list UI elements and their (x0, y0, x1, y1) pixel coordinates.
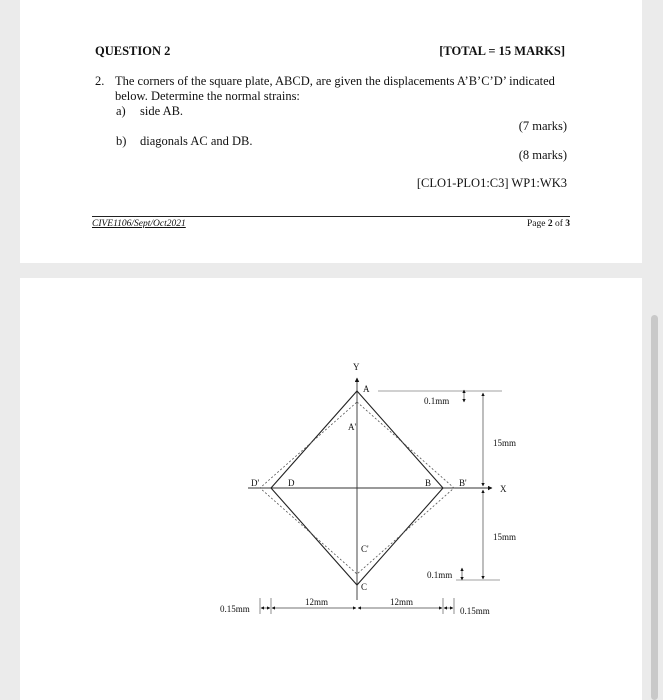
dim-bottom-disp: 0.1mm (427, 570, 453, 580)
label-c: C (361, 582, 368, 592)
question-title: QUESTION 2 (95, 44, 171, 58)
part-a-marks: (7 marks) (518, 119, 567, 133)
dim-right-disp: 0.15mm (460, 606, 490, 616)
dim-lower-half: 15mm (493, 532, 517, 542)
part-b-label: b) (116, 134, 127, 148)
label-b: B (425, 478, 432, 488)
part-b-text: diagonals AC and DB. (140, 134, 253, 148)
clo-reference: [CLO1-PLO1:C3] WP1:WK3 (416, 176, 567, 190)
page-current: 2 (547, 219, 553, 229)
label-d-prime: D' (251, 478, 260, 488)
dim-left-half: 12mm (305, 597, 329, 607)
dim-top-disp: 0.1mm (424, 396, 450, 406)
label-x: X (500, 484, 507, 494)
part-b-marks: (8 marks) (518, 148, 567, 162)
label-b-prime: B' (459, 478, 467, 488)
dim-right-half: 12mm (390, 597, 414, 607)
label-a-prime: A' (348, 422, 357, 432)
question-statement: The corners of the square plate, ABCD, are given the displacements A’B’C’D’ indicated below. Determine the normal strains: (115, 74, 555, 103)
page-total: 3 (565, 219, 570, 229)
label-c-prime: C' (361, 544, 369, 554)
part-a-label: a) (116, 104, 126, 118)
footer-course-code: CIVE1106/Sept/Oct2021 (92, 219, 186, 229)
label-d: D (288, 478, 295, 488)
question-number: 2. (95, 74, 105, 88)
page-prefix: Page (526, 219, 548, 229)
label-y: Y (353, 362, 360, 372)
dim-upper-half: 15mm (493, 438, 517, 448)
label-a: A (363, 384, 370, 394)
total-marks: [TOTAL = 15 MARKS] (439, 44, 565, 58)
dim-left-disp: 0.15mm (220, 604, 250, 614)
part-a-text: side AB. (140, 104, 184, 118)
page-mid: of (552, 219, 566, 229)
